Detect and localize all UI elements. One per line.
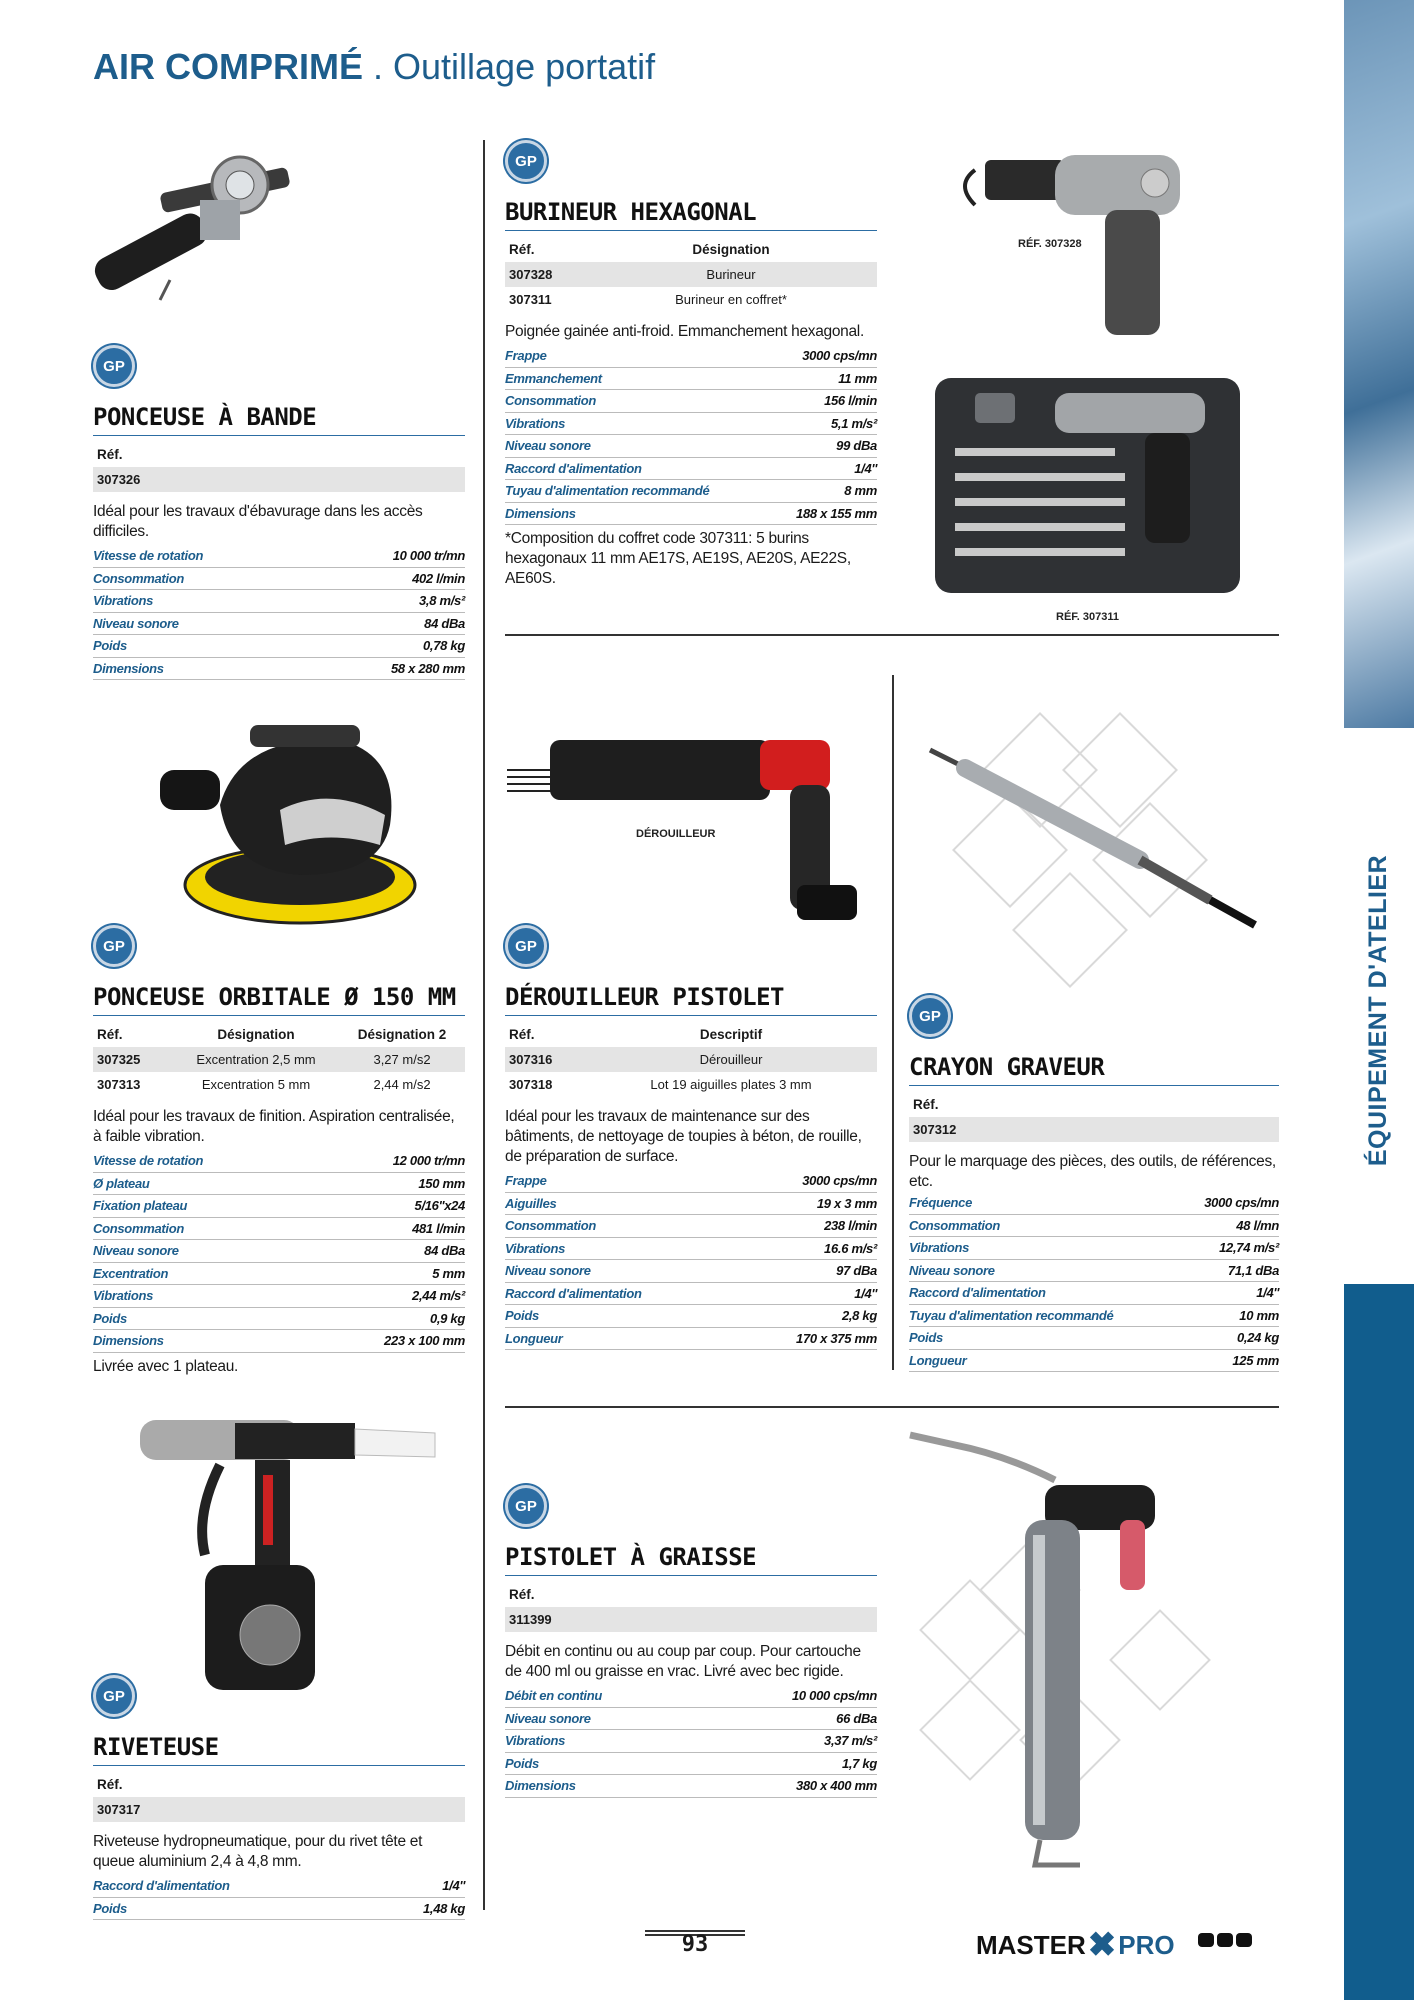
side-band-top	[1344, 0, 1414, 728]
logo-pro: PRO	[1118, 1929, 1175, 1960]
brand-badge: GP	[505, 1485, 547, 1527]
spec-row: Emmanchement 11 mm	[505, 368, 877, 391]
product-description: Idéal pour les travaux d'ébavurage dans les accès difficiles.	[93, 503, 423, 540]
spec-row: Vibrations 12,74 m/s²	[909, 1237, 1279, 1260]
product-riveter	[93, 1675, 465, 1920]
col-designation: Désignation	[692, 242, 770, 257]
side-band-bottom	[1344, 1284, 1414, 2000]
product-title: RIVETEUSE	[93, 1733, 465, 1766]
belt-sander-image	[90, 140, 290, 310]
product-belt-sander	[93, 345, 465, 680]
spec-row: Vibrations 16.6 m/s²	[505, 1238, 877, 1261]
product-title: PISTOLET À GRAISSE	[505, 1543, 877, 1576]
spec-row: Tuyau d'alimentation recommandé 10 mm	[909, 1305, 1279, 1328]
product-description: Idéal pour les travaux de finition. Aspiration centralisée, à faible vibration.	[93, 1108, 455, 1145]
spec-row: Niveau sonore 84 dBa	[93, 1240, 465, 1263]
brand-badge: GP	[93, 345, 135, 387]
product-engraver	[909, 995, 1279, 1372]
table-row: 307328 Burineur	[505, 262, 877, 287]
col-ref: Réf.	[97, 1777, 123, 1792]
engraver-image	[910, 690, 1270, 1010]
ref-table	[93, 1772, 465, 1822]
product-title: PONCEUSE ORBITALE Ø 150 MM	[93, 983, 465, 1016]
logo-master: MASTER	[976, 1929, 1086, 1960]
side-band	[1344, 0, 1414, 2000]
spec-list	[93, 1875, 465, 1920]
spec-row: Vitesse de rotation 12 000 tr/mn	[93, 1150, 465, 1173]
spec-row: Ø plateau 150 mm	[93, 1173, 465, 1196]
spec-row: Vibrations 2,44 m/s²	[93, 1285, 465, 1308]
col-ref: Réf.	[913, 1097, 939, 1112]
page-number: 93	[681, 1932, 709, 1957]
spec-row: Consommation 156 l/min	[505, 390, 877, 413]
side-band-label	[1344, 854, 1414, 1166]
ref-cell: 307317	[93, 1797, 465, 1822]
image-caption: RÉF. 307311	[1056, 611, 1119, 623]
spec-row: Fréquence 3000 cps/mn	[909, 1192, 1279, 1215]
grease-gun-image	[905, 1425, 1225, 1875]
spec-row: Poids 0,78 kg	[93, 635, 465, 658]
col-designation-2: Désignation 2	[357, 1027, 447, 1042]
spec-row: Vibrations 3,37 m/s²	[505, 1730, 877, 1753]
brand-badge: GP	[93, 925, 135, 967]
spec-row: Poids 1,7 kg	[505, 1753, 877, 1776]
col-ref: Réf.	[97, 447, 123, 462]
spec-row: Poids 2,8 kg	[505, 1305, 877, 1328]
logo-dots-icon	[1198, 1933, 1252, 1947]
brand-badge: GP	[505, 925, 547, 967]
spec-row: Dimensions 58 x 280 mm	[93, 658, 465, 681]
col-ref: Réf.	[509, 242, 535, 257]
star-icon: ✖	[1087, 1926, 1117, 1964]
section-label: ÉQUIPEMENT D'ATELIER	[1364, 854, 1393, 1166]
col-ref: Réf.	[509, 1027, 535, 1042]
spec-list	[505, 345, 877, 525]
table-row: 307311 Burineur en coffret*	[509, 292, 787, 307]
product-description: Débit en continu ou au coup par coup. Pour cartouche de 400 ml ou graisse en vrac. Livré avec bec rigide.	[505, 1643, 861, 1680]
product-title: PONCEUSE À BANDE	[93, 403, 465, 436]
ref-table	[909, 1092, 1279, 1142]
brand-logo	[976, 1925, 1175, 1965]
ref-cell: 307326	[93, 467, 465, 492]
spec-list	[505, 1170, 877, 1350]
product-grease-gun	[505, 1485, 877, 1798]
ref-table	[93, 1022, 465, 1097]
col-designation: Désignation	[217, 1027, 295, 1042]
spec-row: Raccord d'alimentation 1/4''	[909, 1282, 1279, 1305]
spec-row: Niveau sonore 66 dBa	[505, 1708, 877, 1731]
table-row: 307325 Excentration 2,5 mm 3,27 m/s2	[93, 1047, 465, 1072]
spec-row: Tuyau d'alimentation recommandé 8 mm	[505, 480, 877, 503]
product-description: Riveteuse hydropneumatique, pour du rivet tête et queue aluminium 2,4 à 4,8 mm.	[93, 1833, 423, 1870]
brand-badge: GP	[909, 995, 951, 1037]
table-row: 307313 Excentration 5 mm 2,44 m/s2	[97, 1077, 431, 1092]
ref-cell: 307312	[909, 1117, 1279, 1142]
page-title-main: AIR COMPRIMÉ	[93, 46, 363, 87]
orbital-sander-image	[160, 715, 430, 925]
spec-row: Frappe 3000 cps/mn	[505, 345, 877, 368]
image-caption: RÉF. 307328	[1018, 238, 1082, 250]
spec-row: Consommation 238 l/min	[505, 1215, 877, 1238]
product-title: CRAYON GRAVEUR	[909, 1053, 1279, 1086]
spec-row: Vibrations 5,1 m/s²	[505, 413, 877, 436]
col-ref: Réf.	[509, 1587, 535, 1602]
spec-row: Consommation 48 l/mn	[909, 1215, 1279, 1238]
product-title: BURINEUR HEXAGONAL	[505, 198, 877, 231]
spec-row: Débit en continu 10 000 cps/mn	[505, 1685, 877, 1708]
spec-row: Excentration 5 mm	[93, 1263, 465, 1286]
spec-row: Poids 0,9 kg	[93, 1308, 465, 1331]
spec-row: Consommation 481 l/min	[93, 1218, 465, 1241]
table-row: 307318 Lot 19 aiguilles plates 3 mm	[509, 1077, 812, 1092]
ref-cell: 311399	[505, 1607, 877, 1632]
spec-list	[505, 1685, 877, 1798]
spec-row: Dimensions 188 x 155 mm	[505, 503, 877, 526]
spec-list	[909, 1192, 1279, 1372]
column-divider	[483, 140, 485, 1910]
spec-row: Fixation plateau 5/16''x24	[93, 1195, 465, 1218]
product-note: *Composition du coffret code 307311: 5 burins hexagonaux 11 mm AE17S, AE19S, AE20S, AE22S, AE60S.	[505, 530, 851, 587]
ref-table	[505, 1022, 877, 1097]
chisel-case-image	[935, 378, 1240, 593]
column-divider-right	[892, 675, 894, 1370]
spec-row: Niveau sonore 84 dBa	[93, 613, 465, 636]
ref-table	[505, 237, 877, 312]
product-chisel-hammer	[505, 140, 877, 589]
spec-row: Consommation 402 l/min	[93, 568, 465, 591]
brand-badge: GP	[93, 1675, 135, 1717]
spec-row: Raccord d'alimentation 1/4''	[93, 1875, 465, 1898]
product-description: Pour le marquage des pièces, des outils, de références, etc.	[909, 1153, 1276, 1190]
row-divider-2	[505, 1406, 1279, 1408]
spec-row: Vitesse de rotation 10 000 tr/mn	[93, 545, 465, 568]
spec-row: Vibrations 3,8 m/s²	[93, 590, 465, 613]
spec-row: Dimensions 380 x 400 mm	[505, 1775, 877, 1798]
spec-row: Aiguilles 19 x 3 mm	[505, 1193, 877, 1216]
page-title-sub: . Outillage portatif	[363, 46, 656, 87]
table-row: 307316 Dérouilleur	[505, 1047, 877, 1072]
spec-list	[93, 545, 465, 680]
product-description: Poignée gainée anti-froid. Emmanchement hexagonal.	[505, 323, 864, 340]
product-note: Livrée avec 1 plateau.	[93, 1357, 239, 1375]
image-caption: DÉROUILLEUR	[636, 828, 716, 840]
spec-row: Longueur 125 mm	[909, 1350, 1279, 1373]
product-orbital-sander	[93, 925, 465, 1377]
spec-row: Raccord d'alimentation 1/4''	[505, 1283, 877, 1306]
spec-row: Frappe 3000 cps/mn	[505, 1170, 877, 1193]
spec-list	[93, 1150, 465, 1353]
spec-row: Longueur 170 x 375 mm	[505, 1328, 877, 1351]
riveter-image	[135, 1405, 445, 1705]
spec-row: Raccord d'alimentation 1/4''	[505, 458, 877, 481]
row-divider-1	[505, 634, 1279, 636]
product-title: DÉROUILLEUR PISTOLET	[505, 983, 877, 1016]
ref-table	[505, 1582, 877, 1632]
page-title	[93, 46, 655, 88]
ref-table	[93, 442, 465, 492]
col-descriptif: Descriptif	[699, 1027, 763, 1042]
spec-row: Poids 0,24 kg	[909, 1327, 1279, 1350]
spec-row: Dimensions 223 x 100 mm	[93, 1330, 465, 1353]
col-ref: Réf.	[97, 1027, 123, 1042]
spec-row: Niveau sonore 71,1 dBa	[909, 1260, 1279, 1283]
spec-row: Poids 1,48 kg	[93, 1898, 465, 1921]
product-needle-scaler	[505, 925, 877, 1350]
brand-badge: GP	[505, 140, 547, 182]
spec-row: Niveau sonore 97 dBa	[505, 1260, 877, 1283]
spec-row: Niveau sonore 99 dBa	[505, 435, 877, 458]
product-description: Idéal pour les travaux de maintenance sur des bâtiments, de nettoyage de toupies à béton, de rouille, de préparation de surface.	[505, 1108, 862, 1165]
